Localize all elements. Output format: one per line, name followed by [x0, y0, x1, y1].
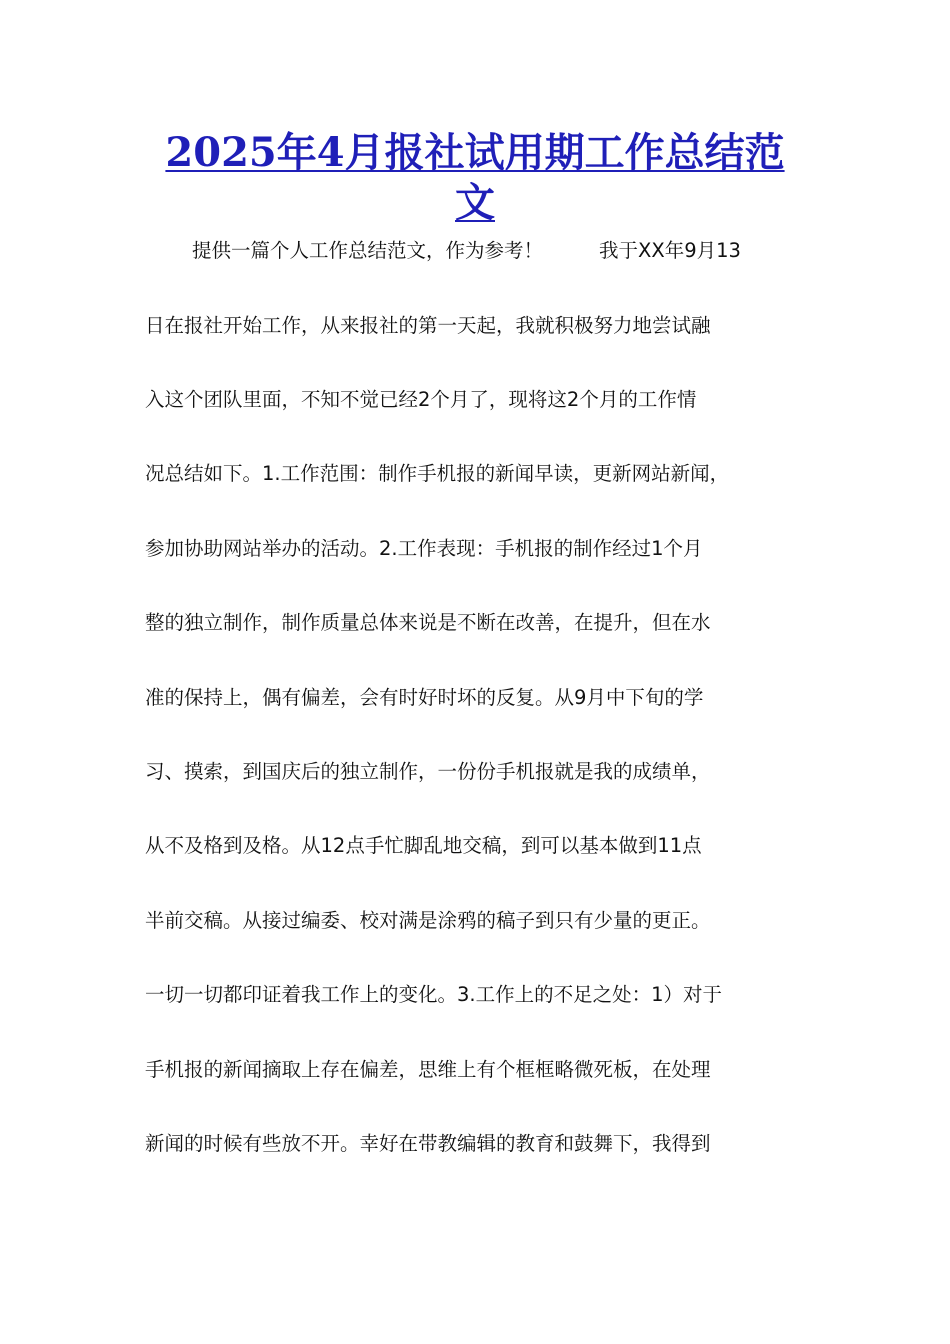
intro-text: 提供一篇个人工作总结范文，作为参考！	[192, 239, 544, 262]
document-title	[140, 128, 810, 228]
paragraph-first-line	[192, 236, 862, 266]
paragraph-line: 从不及格到及格。从12点手忙脚乱地交稿，到可以基本做到11点	[145, 834, 702, 857]
paragraph-line: 准的保持上，偶有偏差，会有时好时坏的反复。从9月中下旬的学	[145, 686, 704, 709]
paragraph-line: 一切一切都印证着我工作上的变化。3.工作上的不足之处：1）对于	[145, 983, 723, 1006]
paragraph-line: 参加协助网站举办的活动。2.工作表现：手机报的制作经过1个月	[145, 537, 703, 560]
paragraph-line: 习、摸索，到国庆后的独立制作，一份份手机报就是我的成绩单，	[145, 760, 711, 783]
paragraph-line: 新闻的时候有些放不开。幸好在带教编辑的教育和鼓舞下，我得到	[145, 1132, 711, 1155]
paragraph-line: 况总结如下。1.工作范围：制作手机报的新闻早读，更新网站新闻，	[145, 462, 730, 485]
paragraph-line: 日在报社开始工作，从来报社的第一天起，我就积极努力地尝试融	[145, 314, 711, 337]
body-text-start: 我于XX年9月13	[599, 239, 741, 262]
document-title-line-2: 文	[455, 179, 495, 226]
paragraph-line: 整的独立制作，制作质量总体来说是不断在改善，在提升，但在水	[145, 611, 711, 634]
paragraph-line: 手机报的新闻摘取上存在偏差，思维上有个框框略微死板，在处理	[145, 1058, 711, 1081]
paragraph-line: 入这个团队里面，不知不觉已经2个月了，现将这2个月的工作情	[145, 388, 697, 411]
paragraph-line: 半前交稿。从接过编委、校对满是涂鸦的稿子到只有少量的更正。	[145, 909, 711, 932]
document-title-line-1: 2025年4月报社试用期工作总结范	[165, 129, 785, 176]
